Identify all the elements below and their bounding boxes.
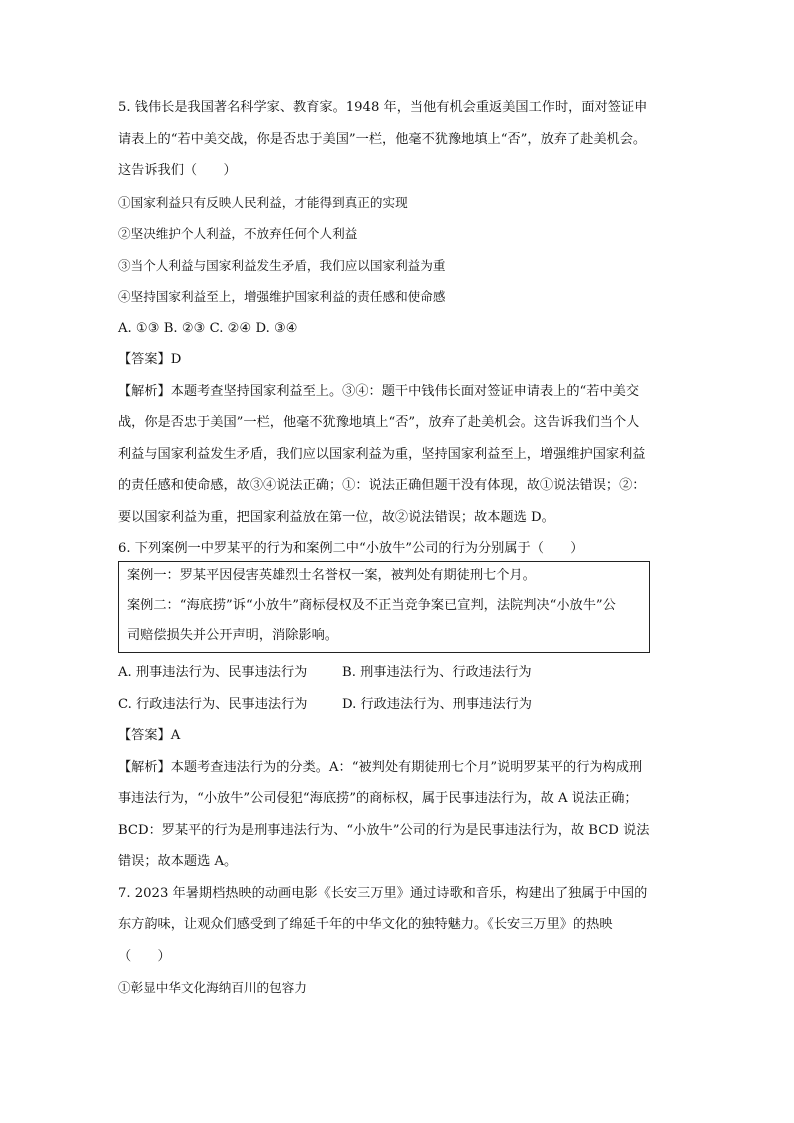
question-6-choice-b: B. 刑事违法行为、行政违法行为 xyxy=(342,665,532,680)
question-7-option-1: ①彰显中华文化海纳百川的包容力 xyxy=(118,980,307,995)
question-5-option-1: ①国家利益只有反映人民利益，才能得到真正的实现 xyxy=(118,194,408,210)
question-5 xyxy=(118,98,684,528)
document-content xyxy=(118,98,684,998)
question-6-analysis-line-2: 事违法行为，“小放牛”公司侵犯“海底捞”的商标权，属于民事违法行为，故 A 说法正确； xyxy=(118,791,638,806)
case-line-3: 司赔偿损失并公开声明，消除影响。 xyxy=(127,628,338,643)
question-7-stem-line-3: （ ） xyxy=(118,948,171,964)
question-5-analysis-line-1: 【解析】本题考查坚持国家利益至上。③④：题干中钱伟长面对签证申请表上的“若中美交 xyxy=(118,383,640,399)
question-5-stem-line-2: 请表上的“若中美交战，你是否忠于美国”一栏，他毫不犹豫地填上“否”，放弃了赴美机会。 xyxy=(118,131,647,147)
question-5-option-4: ④坚持国家利益至上，增强维护国家利益的责任感和使命感 xyxy=(118,289,446,304)
question-5-option-2: ②坚决维护个人利益，不放弃任何个人利益 xyxy=(118,226,358,241)
question-6 xyxy=(118,539,684,872)
question-6-choice-c: C. 行政违法行为、民事违法行为 xyxy=(118,696,308,712)
question-5-analysis-line-4: 的责任感和使命感，故③④说法正确；①：说法正确但题干没有体现，故①说法错误；②： xyxy=(118,478,646,493)
question-6-analysis-line-3: BCD：罗某平的行为是刑事违法行为、“小放牛”公司的行为是民事违法行为，故 BCD 说法 xyxy=(118,822,650,838)
question-7-stem-line-2: 东方韵味，让观众们感受到了绵延千年的中华文化的独特魅力。《长安三万里》的热映 xyxy=(118,917,613,932)
case-box xyxy=(118,561,650,653)
question-6-answer: 【答案】A xyxy=(118,728,181,743)
question-6-analysis-line-1: 【解析】本题考查违法行为的分类。A：“被判处有期徒刑七个月”说明罗某平的行为构成刑 xyxy=(118,759,643,775)
question-5-analysis-line-2: 战，你是否忠于美国”一栏，他毫不犹豫地填上“否”，放弃了赴美机会。这告诉我们当个人 xyxy=(118,415,640,430)
question-5-analysis-line-3: 利益与国家利益发生矛盾，我们应以国家利益为重，坚持国家利益至上，增强维护国家利益 xyxy=(118,446,646,462)
question-7 xyxy=(118,884,684,999)
question-5-stem-line-3: 这告诉我们（ ） xyxy=(118,163,237,178)
question-6-choice-d: D. 行政违法行为、刑事违法行为 xyxy=(342,696,532,712)
question-5-stem-line-1: 5. 钱伟长是我国著名科学家、教育家。1948 年，当他有机会重返美国工作时，面对签证申 xyxy=(118,100,648,115)
question-5-choices: A. ①③ B. ②③ C. ②④ D. ③④ xyxy=(118,320,298,336)
question-5-option-3: ③当个人利益与国家利益发生矛盾，我们应以国家利益为重 xyxy=(118,257,446,273)
question-6-choice-a: A. 刑事违法行为、民事违法行为 xyxy=(118,665,308,680)
question-5-answer: 【答案】D xyxy=(118,352,182,367)
question-6-choices-row-1 xyxy=(118,663,684,683)
question-6-analysis-line-4: 错误；故本题选 A。 xyxy=(118,854,238,869)
question-7-stem-line-1: 7. 2023 年暑期档热映的动画电影《长安三万里》通过诗歌和音乐，构建出了独属于中国的 xyxy=(118,885,648,901)
case-line-2: 案例二：“海底捞”诉“小放牛”商标侵权及不正当竞争案已宣判，法院判决“小放牛”公 xyxy=(127,598,616,613)
case-line-1: 案例一：罗某平因侵害英雄烈士名誉权一案，被判处有期徒刑七个月。 xyxy=(127,568,536,583)
question-6-stem: 6. 下列案例一中罗某平的行为和案例二中“小放牛”公司的行为分别属于（ ） xyxy=(118,541,584,556)
question-5-analysis-line-5: 要以国家利益为重，把国家利益放在第一位，故②说法错误；故本题选 D。 xyxy=(118,509,555,525)
question-6-choices-row-2 xyxy=(118,695,684,715)
